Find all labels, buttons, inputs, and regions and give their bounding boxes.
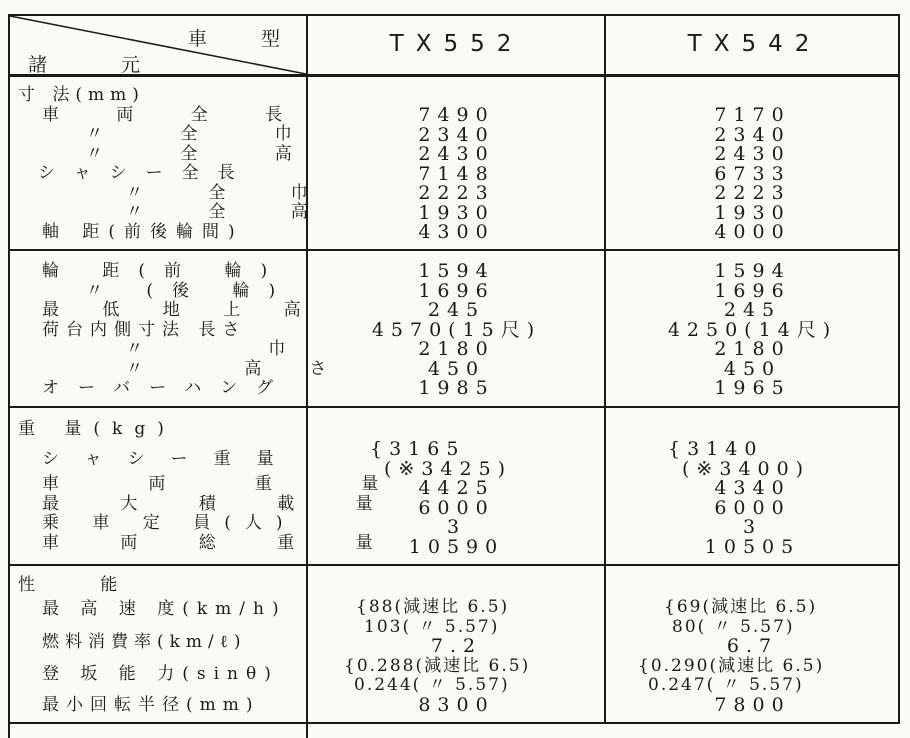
- model-header-tx542: TX542: [687, 31, 822, 57]
- section-performance-tx552: [308, 598, 605, 715]
- row-label: オーバーハング: [42, 378, 292, 398]
- value-cell: 1930: [418, 201, 495, 224]
- value-cell: 6733: [714, 162, 791, 185]
- value-cell: 1594: [418, 260, 495, 282]
- value-cell: {3165: [370, 438, 466, 460]
- brace-icon: {: [664, 597, 677, 617]
- value-cell: 7800: [714, 693, 791, 716]
- value-cell: 10590: [408, 535, 505, 558]
- row-label: 車 両 重 量: [42, 474, 421, 494]
- row-label: 軸 距(前後輪間): [42, 221, 244, 242]
- model-header-tx552: TX552: [389, 31, 524, 57]
- row-label: 最 高 速 度(km/h): [42, 598, 287, 619]
- value-cell: 103( 〃 5.57): [364, 616, 500, 637]
- value-cell: 4340: [714, 477, 791, 499]
- value-cell: 1930: [714, 201, 791, 224]
- section-dimensions-labels: [18, 85, 338, 242]
- section-title: 寸 法(mm): [18, 85, 145, 105]
- value-cell: 2340: [714, 123, 791, 146]
- header-model-label: 車 型: [188, 28, 305, 50]
- value-cell: 245: [723, 299, 782, 321]
- table-border-left: [8, 14, 10, 738]
- value-cell: 4570(15尺): [371, 318, 542, 341]
- value-cell: 1696: [714, 279, 791, 302]
- value-cell: {88(減速比 6.5): [356, 597, 510, 617]
- value-cell: 2430: [418, 143, 495, 165]
- brace-icon: {: [370, 438, 390, 460]
- value-cell: 6000: [714, 496, 791, 519]
- value-cell: 6.7: [726, 635, 779, 657]
- row-label: 登 坂 能 力(sinθ): [42, 663, 279, 684]
- brace-icon: {: [344, 655, 357, 676]
- brace-icon: {: [638, 655, 651, 676]
- section-weight-tx542: [606, 440, 899, 557]
- value-cell: 3: [742, 516, 763, 538]
- value-cell: 2223: [418, 182, 495, 204]
- row-label: 車 両 全 長: [42, 104, 309, 125]
- section-tread-labels: [18, 261, 375, 399]
- section-weight-tx552: [308, 440, 605, 557]
- value-cell: {0.288(減速比 6.5): [344, 655, 531, 676]
- value-cell: {0.290(減速比 6.5): [638, 655, 825, 676]
- section-divider-2: [8, 406, 900, 408]
- section-tread-tx542: [606, 262, 899, 399]
- section-divider-1: [8, 249, 900, 251]
- value-cell: 4250(14尺): [667, 318, 838, 341]
- value-cell: 245: [427, 299, 486, 321]
- value-cell: 8300: [418, 693, 495, 716]
- row-label: 最 低 地 上 高: [42, 300, 320, 320]
- row-label: 〃 全 高: [126, 202, 338, 222]
- row-label: 最 大 積 載 量: [42, 493, 401, 514]
- row-label: 〃 巾: [126, 339, 346, 359]
- value-cell: 10505: [704, 535, 801, 558]
- value-cell: 3: [446, 516, 467, 538]
- value-cell: 450: [427, 357, 486, 380]
- row-label: 荷台内側寸法 長さ: [42, 319, 247, 340]
- value-cell: 7.2: [430, 635, 483, 657]
- value-cell: 450: [723, 357, 782, 380]
- value-cell: 2340: [418, 123, 495, 146]
- section-divider-3: [8, 564, 900, 566]
- row-label: 〃 全 高: [86, 143, 328, 164]
- value-cell: 0.244( 〃 5.57): [354, 675, 510, 695]
- section-performance-labels: [18, 575, 303, 715]
- value-cell: 1965: [714, 377, 791, 399]
- section-dimensions-tx552: [308, 106, 605, 243]
- value-cell: 4000: [714, 221, 791, 243]
- value-cell: 2223: [714, 182, 791, 204]
- brace-icon: {: [356, 597, 369, 617]
- row-label: 〃 全 巾: [126, 182, 338, 203]
- value-cell: 1594: [714, 260, 791, 282]
- row-label: シャシー全長: [38, 163, 254, 183]
- value-cell: {69(減速比 6.5): [664, 597, 818, 617]
- row-label: 〃 高さ: [126, 358, 375, 379]
- value-cell: {3140: [668, 438, 764, 460]
- header-spec-label: 諸 元: [28, 54, 175, 76]
- value-cell: 2180: [714, 338, 791, 360]
- value-cell: 4425: [418, 477, 495, 499]
- value-cell: 4300: [418, 221, 495, 243]
- section-title: 性 能: [18, 575, 148, 595]
- row-label: 乗 車 定 員(人): [42, 513, 297, 533]
- value-cell: 7148: [418, 162, 495, 185]
- row-label: 輪 距(前 輪): [42, 261, 287, 281]
- value-cell: 2180: [418, 338, 495, 360]
- value-cell: 1985: [418, 377, 495, 399]
- value-cell: 0.247( 〃 5.57): [648, 675, 804, 695]
- row-label: 車 両 総 重 量: [42, 532, 401, 553]
- value-cell: 2430: [714, 143, 791, 165]
- row-label: 燃料消費率(km/ℓ): [42, 632, 247, 652]
- value-cell: 80( 〃 5.57): [672, 616, 795, 637]
- value-cell: (※3425): [384, 457, 513, 480]
- value-cell: 7490: [418, 104, 495, 126]
- section-title: 重 量(kg): [18, 419, 176, 439]
- section-dimensions-tx542: [606, 106, 899, 243]
- value-cell: (※3400): [682, 457, 811, 480]
- row-label: 〃 (後 輪): [86, 280, 295, 301]
- brace-icon: {: [668, 438, 688, 460]
- value-cell: 1696: [418, 279, 495, 302]
- section-divider-4: [8, 722, 900, 724]
- row-label: 最小回転半径(mm): [42, 695, 260, 715]
- value-cell: 6000: [418, 496, 495, 519]
- value-cell: 7170: [714, 104, 791, 126]
- row-label: シャシー重量: [42, 448, 300, 469]
- header-corner-cell: [8, 14, 308, 74]
- section-tread-tx552: [308, 262, 605, 399]
- row-label: 〃 全 巾: [86, 124, 328, 144]
- section-performance-tx542: [606, 598, 899, 715]
